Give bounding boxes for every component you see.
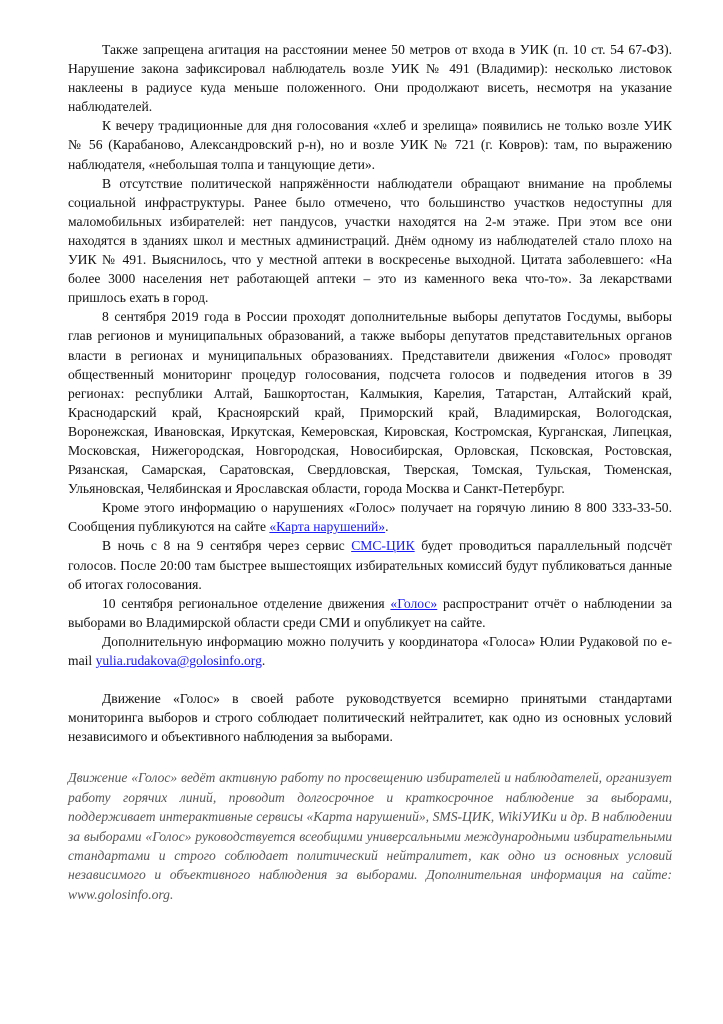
paragraph-parallel-count <box>68 536 672 593</box>
sms-cik-link[interactable]: СМС-ЦИК <box>351 538 415 554</box>
contact-end: . <box>261 653 266 668</box>
document-page <box>68 40 672 904</box>
footer-about-golos: Движение «Голос» ведёт активную работу по просвещению избирателей и наблюдателей, организует работу горячих линий, проводит долгосрочное и краткосрочное наблюдение за выборами, поддерживает интерактивные сервисы «Карта нарушений», SMS-ЦИК, WikiУИКи и др. В наблюдении за выборами «Голос» руководствуется всеобщими универсальными международными избирательными стандартами и строго соблюдает политический нейтралитет, как одно из основных условий независимого и объективного наблюдения за выборами. Дополнительная информация на сайте: www.golosinfo.org. <box>68 770 672 902</box>
paragraph-agitation: Также запрещена агитация на расстоянии менее 50 метров от входа в УИК (п. 10 ст. 54 67-ФЗ). Нарушение закона зафиксировал наблюдатель возле УИК № 491 (Владимир): несколько листовок наклеены в радиусе куда меньше положенного. Они продолжают висеть, несмотря на указание наблюдателей. <box>68 42 672 115</box>
report-text-b: распространит отчёт о наблюдении за выборами во Владимирской области среди СМИ и опубликует на сайте. <box>68 595 672 630</box>
email-link[interactable]: yulia.rudakova@golosinfo.org <box>95 653 262 668</box>
contact-text: Дополнительную информацию можно получить у координатора «Голоса» Юлии Рудаковой по e-mail <box>68 633 672 668</box>
golos-link[interactable]: «Голос» <box>390 595 438 611</box>
parallel-count-text-a: В ночь с 8 на 9 сентября через сервис <box>102 538 352 554</box>
paragraph-bread-and-circuses: К вечеру традиционные для дня голосования «хлеб и зрелища» появились не только возле УИК № 56 (Карабаново, Александровский р-н), но и возле УИК № 721 (г. Ковров): там, по выражению наблюдателя, «небольшая толпа и танцующие дети». <box>68 118 672 172</box>
paragraph-report <box>68 594 672 632</box>
paragraph-contact <box>68 632 672 670</box>
parallel-count-text-b: будет проводиться параллельный подсчёт голосов. После 20:00 там быстрее вышестоящих избирательных комиссий будут публиковаться данные об итогах голосования. <box>68 538 672 592</box>
report-text-a: 10 сентября региональное отделение движения <box>102 595 391 611</box>
paragraph-hotline <box>68 498 672 536</box>
hotline-end: . <box>385 519 389 535</box>
spacer <box>68 670 672 689</box>
paragraph-election-overview: 8 сентября 2019 года в России проходят дополнительные выборы депутатов Госдумы, выборы глав регионов и муниципальных образований, а также выборы депутатов представительных органов власти в регионах и муниципальных образованиях. Представители движения «Голос» проводят общественный мониторинг процедур голосования, подсчета голосов и подведения итогов в 39 регионах: республики Алтай, Башкортостан, Калмыкия, Карелия, Татарстан, Алтайский край, Краснодарский край, Красноярский край, Приморский край, Владимирская, Вологодская, Воронежская, Ивановская, Иркутская, Кемеровская, Кировская, Костромская, Курганская, Липецкая, Московская, Нижегородская, Новгородская, Новосибирская, Орловская, Псковская, Ростовская, Рязанская, Самарская, Саратовская, Свердловская, Тверская, Томская, Тульская, Тюменская, Ульяновская, Челябинская и Ярославская области, города Москва и Санкт-Петербург. <box>68 309 672 497</box>
hotline-text: Кроме этого информацию о нарушениях «Голос» получает на горячую линию 8 800 333-33-50. Сообщения публикуются на сайте <box>68 500 672 535</box>
violations-map-link[interactable]: «Карта нарушений» <box>269 519 386 535</box>
paragraph-standards: Движение «Голос» в своей работе руководствуется всемирно принятыми стандартами мониторинга выборов и строго соблюдает политический нейтралитет, как одно из основных условий независимого и объективного наблюдения за выборами. <box>68 691 672 745</box>
paragraph-social-infrastructure: В отсутствие политической напряжённости наблюдатели обращают внимание на проблемы социальной инфраструктуры. Ранее было отмечено, что большинство участков недоступны для маломобильных избирателей: нет пандусов, участки находятся на 2-м этаже. При этом все они находятся в зданиях школ и местных администраций. Днём одному из наблюдателей стало плохо на УИК № 491. Выяснилось, что у местной аптеки в воскресенье выходной. Цитата заболевшего: «На более 3000 населения нет работающей аптеки – это из каменного века что-то». За лекарствами пришлось ехать в город. <box>68 175 672 306</box>
